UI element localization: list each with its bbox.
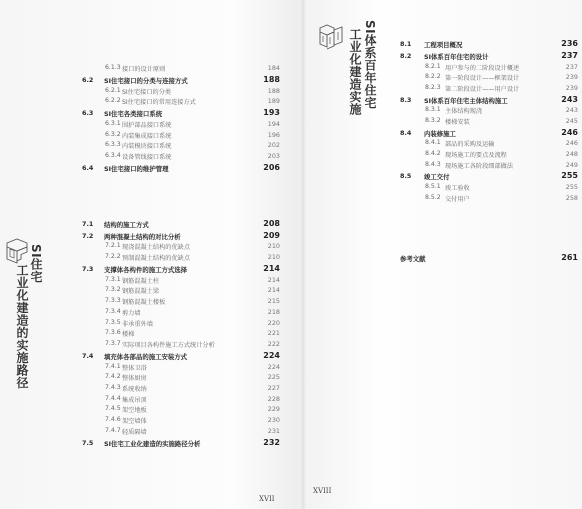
toc-entry-page: 255 bbox=[565, 183, 578, 191]
toc-entry-title: 围护部品接口系统 bbox=[122, 121, 172, 129]
toc-entry-number: 6.2.1 bbox=[105, 86, 121, 94]
toc-entry-title: SI住宅接口的分类 bbox=[122, 88, 172, 96]
toc-entry-number: 6.2.2 bbox=[105, 97, 121, 105]
toc-entry-title: SI住宅接口的常用连接方式 bbox=[122, 99, 196, 107]
toc-entry[interactable] bbox=[82, 64, 282, 74]
toc-entry-page: 215 bbox=[267, 297, 280, 306]
toc-entry-title: 现场施工的要点及流程 bbox=[445, 151, 507, 159]
toc-entry-page: 214 bbox=[267, 286, 280, 295]
toc-entry[interactable] bbox=[82, 416, 282, 426]
right-toc bbox=[400, 40, 580, 270]
toc-entry[interactable] bbox=[400, 96, 580, 106]
toc-entry-page: 194 bbox=[267, 119, 280, 128]
toc-entry-page: 255 bbox=[561, 171, 578, 181]
toc-entry[interactable] bbox=[400, 52, 580, 62]
toc-entry-number: 7.4.6 bbox=[105, 416, 121, 423]
toc-entry-page: 224 bbox=[267, 362, 280, 371]
toc-entry-title: 钢筋混凝土柱 bbox=[122, 277, 160, 285]
toc-entry-page: 229 bbox=[267, 405, 280, 414]
toc-entry-page: 239 bbox=[565, 83, 578, 92]
toc-entry-page: 224 bbox=[263, 350, 280, 360]
toc-entry[interactable] bbox=[82, 373, 282, 383]
toc-entry-number: 7.4.2 bbox=[105, 373, 121, 381]
toc-entry[interactable] bbox=[82, 405, 282, 415]
right-page-number: XVIII bbox=[313, 487, 332, 495]
references-label: 参考文献 bbox=[400, 255, 426, 263]
toc-entry-number: 7.3.4 bbox=[105, 307, 121, 315]
toc-entry-title: 竣工交付 bbox=[424, 173, 450, 182]
toc-entry[interactable] bbox=[82, 152, 282, 162]
toc-entry[interactable] bbox=[82, 220, 282, 230]
toc-entry-title: 预制混凝土结构的优缺点 bbox=[122, 255, 191, 263]
toc-entry-number: 8.2 bbox=[400, 51, 412, 60]
toc-entry-page: 237 bbox=[565, 62, 578, 71]
toc-entry[interactable] bbox=[400, 183, 580, 193]
toc-entry-title: 第一阶段设计——框架设计 bbox=[445, 75, 520, 83]
toc-entry-page: 237 bbox=[561, 50, 578, 60]
toc-entry-number: 8.2.3 bbox=[425, 83, 441, 91]
toc-entry[interactable] bbox=[82, 395, 282, 405]
toc-entry-number: 8.3 bbox=[400, 95, 412, 104]
toc-entry-number: 7.3.1 bbox=[105, 275, 121, 283]
toc-entry[interactable] bbox=[82, 164, 282, 174]
toc-entry[interactable] bbox=[400, 117, 580, 127]
toc-entry[interactable] bbox=[82, 253, 282, 263]
toc-entry-page: 246 bbox=[561, 127, 578, 137]
toc-entry-page: 221 bbox=[267, 329, 280, 338]
toc-entry-page: 189 bbox=[267, 97, 280, 106]
book-gutter bbox=[300, 0, 306, 509]
toc-entry-page: 249 bbox=[565, 160, 578, 169]
toc-entry[interactable] bbox=[82, 232, 282, 242]
toc-entry[interactable] bbox=[82, 384, 282, 394]
toc-entry-number: 7.2.2 bbox=[105, 253, 121, 261]
toc-entry-title: 结构的施工方式 bbox=[104, 220, 149, 229]
toc-entry-page: 210 bbox=[267, 253, 280, 262]
toc-entry-number: 7.4.4 bbox=[105, 394, 121, 402]
toc-entry-number: 8.5.1 bbox=[425, 183, 441, 190]
toc-entry-number: 8.4 bbox=[400, 128, 412, 137]
toc-entry-page: 258 bbox=[565, 193, 578, 202]
chapter-logo-icon bbox=[318, 22, 344, 52]
toc-entry-number: 6.3.2 bbox=[105, 130, 121, 138]
toc-entry-page: 188 bbox=[267, 86, 280, 95]
toc-entry-page: 184 bbox=[267, 64, 280, 72]
toc-entry[interactable] bbox=[82, 286, 282, 296]
toc-entry[interactable] bbox=[82, 297, 282, 307]
toc-entry[interactable] bbox=[400, 63, 580, 73]
toc-entry[interactable] bbox=[82, 97, 282, 107]
toc-entry-title: 楼梯安装 bbox=[445, 118, 470, 126]
toc-entry-title: SI住宅接口的分类与连接方式 bbox=[104, 76, 188, 85]
toc-entry[interactable] bbox=[82, 242, 282, 252]
toc-entry[interactable] bbox=[400, 84, 580, 94]
toc-entry-page: 208 bbox=[263, 218, 280, 228]
toc-entry-page: 202 bbox=[267, 141, 280, 150]
toc-entry-page: 231 bbox=[267, 426, 280, 435]
toc-entry-title: 第二阶段设计——用户设计 bbox=[445, 85, 520, 93]
toc-entry-title: 部品的采购及运输 bbox=[445, 141, 495, 149]
toc-entry[interactable] bbox=[82, 427, 282, 437]
left-chapter-title-line1: SI住宅 bbox=[29, 244, 43, 284]
toc-entry[interactable] bbox=[82, 329, 282, 339]
toc-entry-number: 7.4.3 bbox=[105, 383, 121, 391]
toc-entry[interactable] bbox=[82, 109, 282, 119]
toc-entry-number: 8.5 bbox=[400, 172, 412, 181]
toc-entry-title: 现场施工各阶段细部做法 bbox=[445, 162, 514, 170]
toc-entry-number: 7.4.7 bbox=[105, 426, 121, 434]
toc-entry-title: 内装模块接口系统 bbox=[122, 143, 172, 151]
toc-entry-title: 两种混凝土结构的对比分析 bbox=[104, 232, 181, 241]
toc-entry-title: 架空地板 bbox=[122, 407, 147, 415]
left-page-number: XVII bbox=[259, 495, 275, 503]
toc-entry[interactable] bbox=[82, 439, 282, 449]
toc-entry-page: 225 bbox=[267, 373, 280, 382]
chapter-logo-icon bbox=[4, 238, 30, 264]
toc-entry-number: 7.3.3 bbox=[105, 297, 121, 305]
toc-entry-number: 8.3.1 bbox=[425, 106, 441, 114]
toc-entry-title: 整体厨房 bbox=[122, 375, 147, 383]
toc-entry[interactable] bbox=[82, 319, 282, 329]
toc-entry[interactable] bbox=[82, 76, 282, 86]
toc-entry-number: 7.3.7 bbox=[105, 339, 121, 347]
toc-entry-title: 设备管线接口系统 bbox=[122, 154, 172, 161]
toc-entry-number: 8.2.1 bbox=[425, 62, 441, 70]
toc-entry-title: 钢筋混凝土楼板 bbox=[122, 299, 166, 307]
toc-entry-number: 8.1 bbox=[400, 40, 412, 48]
toc-entry-page: 196 bbox=[267, 130, 280, 139]
toc-entry-title: 实际项目各构件施工方式统计分析 bbox=[122, 341, 215, 349]
toc-entry-title: SI体系百年住宅的设计 bbox=[424, 52, 489, 61]
toc-entry-page: 243 bbox=[565, 106, 578, 115]
toc-entry[interactable] bbox=[400, 139, 580, 149]
toc-entry-title: 接口的设计原则 bbox=[122, 66, 166, 73]
toc-entry-number: 7.4 bbox=[82, 351, 94, 360]
toc-entry[interactable] bbox=[82, 141, 282, 151]
toc-entry[interactable] bbox=[82, 340, 282, 350]
toc-entry-page: 232 bbox=[263, 437, 280, 447]
toc-entry-title: 交付用户 bbox=[445, 195, 470, 203]
toc-entry-number: 8.4.3 bbox=[425, 160, 441, 168]
toc-entry-page: 243 bbox=[561, 94, 578, 104]
toc-entry-title: SI住宅接口的维护管理 bbox=[104, 164, 169, 173]
toc-entry-title: SI住宅各类接口系统 bbox=[104, 110, 163, 119]
toc-entry-title: 集成吊顶 bbox=[122, 396, 147, 404]
toc-entry-title: SI体系百年住宅主体结构施工 bbox=[424, 96, 508, 105]
toc-entry-number: 6.3 bbox=[82, 109, 94, 118]
toc-entry-title: 支撑体各构件的施工方式选择 bbox=[104, 266, 188, 274]
toc-entry-title: 主体结构现浇 bbox=[445, 108, 483, 116]
toc-entry[interactable] bbox=[82, 308, 282, 318]
toc-entry-number: 8.4.2 bbox=[425, 149, 441, 157]
toc-entry-number: 8.3.2 bbox=[425, 116, 441, 124]
toc-entry-number: 7.3.2 bbox=[105, 286, 121, 294]
toc-entry-number: 8.4.1 bbox=[425, 139, 441, 147]
toc-entry-number: 6.3.4 bbox=[105, 152, 121, 159]
toc-entry-page: 203 bbox=[267, 152, 280, 160]
toc-entry[interactable] bbox=[400, 40, 580, 50]
toc-entry[interactable] bbox=[82, 276, 282, 286]
toc-entry-title: 现浇混凝土结构的优缺点 bbox=[122, 244, 191, 252]
toc-entry-page: 206 bbox=[263, 162, 280, 172]
toc-entry-references[interactable] bbox=[400, 254, 580, 264]
toc-entry[interactable] bbox=[82, 352, 282, 362]
toc-entry-page: 193 bbox=[263, 108, 280, 118]
toc-entry-page: 245 bbox=[565, 116, 578, 125]
toc-entry-number: 8.5.2 bbox=[425, 193, 441, 201]
toc-entry-title: 剪力墙 bbox=[122, 309, 141, 317]
toc-entry[interactable] bbox=[400, 73, 580, 83]
toc-entry-page: 218 bbox=[267, 307, 280, 316]
toc-entry[interactable] bbox=[400, 161, 580, 171]
toc-entry-title: 架空墙体 bbox=[122, 418, 147, 425]
toc-entry[interactable] bbox=[400, 106, 580, 116]
toc-entry[interactable] bbox=[400, 150, 580, 160]
toc-entry-number: 7.5 bbox=[82, 438, 94, 447]
toc-entry[interactable] bbox=[82, 120, 282, 130]
toc-entry-page: 248 bbox=[565, 149, 578, 158]
right-chapter-title-line2: 工业化建造实施 bbox=[348, 28, 362, 116]
toc-entry-number: 8.2.2 bbox=[425, 73, 441, 81]
left-toc bbox=[82, 64, 282, 464]
toc-entry-title: 楼梯 bbox=[122, 331, 135, 339]
toc-entry-number: 6.4 bbox=[82, 163, 94, 172]
toc-entry-number: 7.3 bbox=[82, 265, 94, 273]
left-chapter-title-line2: 工业化建造的实施路径 bbox=[15, 264, 29, 389]
toc-entry-title: 系统收纳 bbox=[122, 385, 147, 393]
toc-entry-title: 非承重外墙 bbox=[122, 320, 153, 328]
toc-entry[interactable] bbox=[400, 172, 580, 182]
toc-entry-number: 6.1.3 bbox=[105, 64, 121, 71]
toc-entry-title: SI住宅工业化建造的实施路径分析 bbox=[104, 439, 201, 448]
toc-entry-title: 填充体各部品的施工安装方式 bbox=[104, 352, 188, 361]
toc-entry[interactable] bbox=[400, 129, 580, 139]
toc-entry-page: 227 bbox=[267, 383, 280, 392]
toc-entry-title: 工程项目概况 bbox=[424, 41, 463, 49]
toc-entry[interactable] bbox=[82, 87, 282, 97]
toc-entry-title: 轻质隔墙 bbox=[122, 428, 147, 436]
toc-entry-number: 7.3.5 bbox=[105, 318, 121, 326]
toc-entry-page: 214 bbox=[267, 275, 280, 284]
toc-entry-page: 230 bbox=[267, 416, 280, 424]
toc-entry[interactable] bbox=[82, 131, 282, 141]
toc-entry[interactable] bbox=[82, 363, 282, 373]
toc-entry-page: 210 bbox=[267, 242, 280, 251]
toc-entry-page: 222 bbox=[267, 339, 280, 348]
toc-entry-number: 6.3.3 bbox=[105, 141, 121, 149]
toc-entry[interactable] bbox=[82, 265, 282, 275]
toc-entry-page: 214 bbox=[263, 264, 280, 273]
toc-entry-page: 246 bbox=[565, 139, 578, 148]
toc-entry-number: 7.4.1 bbox=[105, 362, 121, 370]
right-chapter-title-line1: SI体系百年住宅 bbox=[363, 20, 377, 110]
toc-entry-page: 188 bbox=[263, 74, 280, 84]
toc-entry-number: 7.2 bbox=[82, 231, 94, 240]
toc-entry-title: 内装集成接口系统 bbox=[122, 132, 172, 140]
toc-entry-page: 228 bbox=[267, 394, 280, 403]
toc-entry-title: 内装修施工 bbox=[424, 129, 456, 138]
toc-entry-page: 209 bbox=[263, 230, 280, 240]
toc-entry-title: 竣工验收 bbox=[445, 185, 470, 192]
toc-entry-number: 6.3.1 bbox=[105, 119, 121, 127]
references-page: 261 bbox=[561, 253, 578, 262]
toc-entry-number: 7.3.6 bbox=[105, 329, 121, 337]
toc-entry[interactable] bbox=[400, 194, 580, 204]
toc-entry-number: 7.2.1 bbox=[105, 242, 121, 250]
toc-entry-number: 6.2 bbox=[82, 75, 94, 84]
toc-entry-page: 236 bbox=[561, 39, 578, 48]
toc-entry-title: 用户参与的二阶段设计概述 bbox=[445, 64, 520, 72]
toc-entry-page: 220 bbox=[267, 318, 280, 327]
toc-entry-number: 7.4.5 bbox=[105, 405, 121, 413]
toc-entry-title: 钢筋混凝土梁 bbox=[122, 288, 160, 296]
toc-entry-number: 7.1 bbox=[82, 219, 94, 228]
toc-entry-title: 整体卫浴 bbox=[122, 364, 147, 372]
toc-entry-page: 239 bbox=[565, 73, 578, 82]
